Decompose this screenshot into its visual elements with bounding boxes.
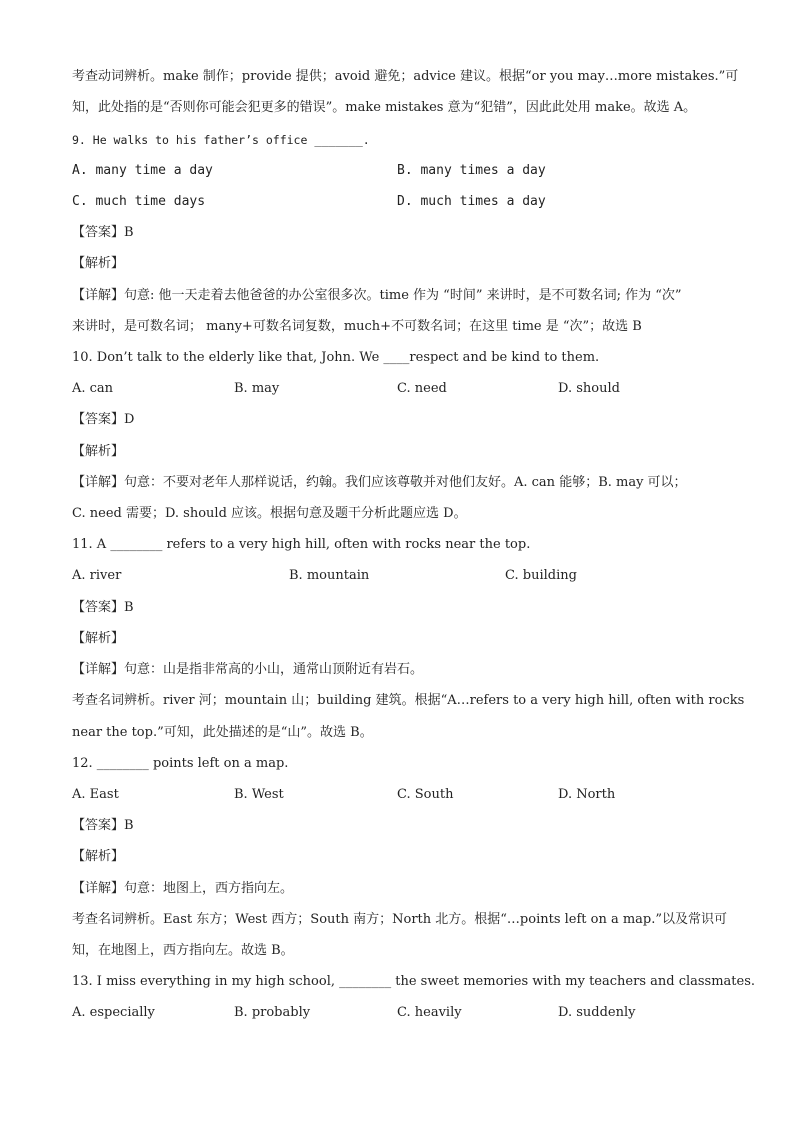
detail-10-line1: 【详解】句意：不要对老年人那样说话，约翰。我们应该尊敬并对他们友好。A. can 能够；B. may 可以； bbox=[72, 475, 687, 490]
option-10d: D. should bbox=[558, 381, 620, 396]
detail-11-line3: near the top.”可知，此处描述的是“山”。故选 B。 bbox=[72, 725, 373, 740]
answer-9: 【答案】B bbox=[72, 225, 134, 240]
question-10: 10. Don’t talk to the elderly like that, John. We ____respect and be kind to them. bbox=[72, 350, 600, 365]
option-12b: B. West bbox=[234, 787, 284, 802]
option-11b: B. mountain bbox=[289, 568, 370, 583]
detail-9-line2: 来讲时，是可数名词； many+可数名词复数，much+不可数名词；在这里 time 是 “次”；故选 B bbox=[72, 319, 642, 334]
option-11a: A. river bbox=[72, 568, 122, 583]
detail-11-line1: 【详解】句意：山是指非常高的小山，通常山顶附近有岩石。 bbox=[72, 662, 424, 677]
option-12c: C. South bbox=[397, 787, 454, 802]
question-12: 12. ________ points left on a map. bbox=[72, 756, 289, 771]
option-10b: B. may bbox=[234, 381, 280, 396]
option-13d: D. suddenly bbox=[558, 1005, 636, 1020]
analysis-label-9: 【解析】 bbox=[72, 256, 125, 271]
option-12d: D. North bbox=[558, 787, 616, 802]
answer-11: 【答案】B bbox=[72, 600, 134, 615]
explanation-line: 考查动词辨析。make 制作；provide 提供；avoid 避免；advice 建议。根据“or you may…more mistakes.”可 bbox=[72, 69, 739, 84]
question-9: 9. He walks to his father’s office _______. bbox=[72, 133, 370, 147]
detail-12-line2: 考查名词辨析。East 东方；West 西方；South 南方；North 北方。根据“…points left on a map.”以及常识可 bbox=[72, 912, 728, 927]
detail-12-line1: 【详解】句意：地图上，西方指向左。 bbox=[72, 881, 294, 896]
answer-10: 【答案】D bbox=[72, 412, 135, 427]
option-12a: A. East bbox=[72, 787, 119, 802]
detail-12-line3: 知，在地图上，西方指向左。故选 B。 bbox=[72, 943, 294, 958]
question-13: 13. I miss everything in my high school, ________ the sweet memories with my teachers and classmates. bbox=[72, 974, 756, 989]
analysis-label-11: 【解析】 bbox=[72, 631, 125, 646]
explanation-line: 知，此处指的是“否则你可能会犯更多的错误”。make mistakes 意为“犯错”，因此此处用 make。故选 A。 bbox=[72, 100, 697, 115]
answer-12: 【答案】B bbox=[72, 818, 134, 833]
detail-9-line1: 【详解】句意: 他一天走着去他爸爸的办公室很多次。time 作为 “时间” 来讲时，是不可数名词; 作为 “次” bbox=[72, 288, 682, 303]
option-13b: B. probably bbox=[234, 1005, 311, 1020]
analysis-label-10: 【解析】 bbox=[72, 444, 125, 459]
detail-11-line2: 考查名词辨析。river 河；mountain 山；building 建筑。根据“A…refers to a very high hill, often with rocks bbox=[72, 693, 745, 708]
option-9a: A. many time a day bbox=[72, 163, 213, 178]
analysis-label-12: 【解析】 bbox=[72, 849, 125, 864]
option-10c: C. need bbox=[397, 381, 447, 396]
option-9d: D. much times a day bbox=[397, 194, 546, 209]
option-10a: A. can bbox=[72, 381, 114, 396]
option-13c: C. heavily bbox=[397, 1005, 462, 1020]
option-9c: C. much time days bbox=[72, 194, 206, 209]
detail-10-line2: C. need 需要；D. should 应该。根据句意及题干分析此题应选 D。 bbox=[72, 506, 467, 521]
option-13a: A. especially bbox=[72, 1005, 155, 1020]
question-11: 11. A ________ refers to a very high hill, often with rocks near the top. bbox=[72, 537, 531, 552]
option-9b: B. many times a day bbox=[397, 163, 546, 178]
option-11c: C. building bbox=[505, 568, 577, 583]
